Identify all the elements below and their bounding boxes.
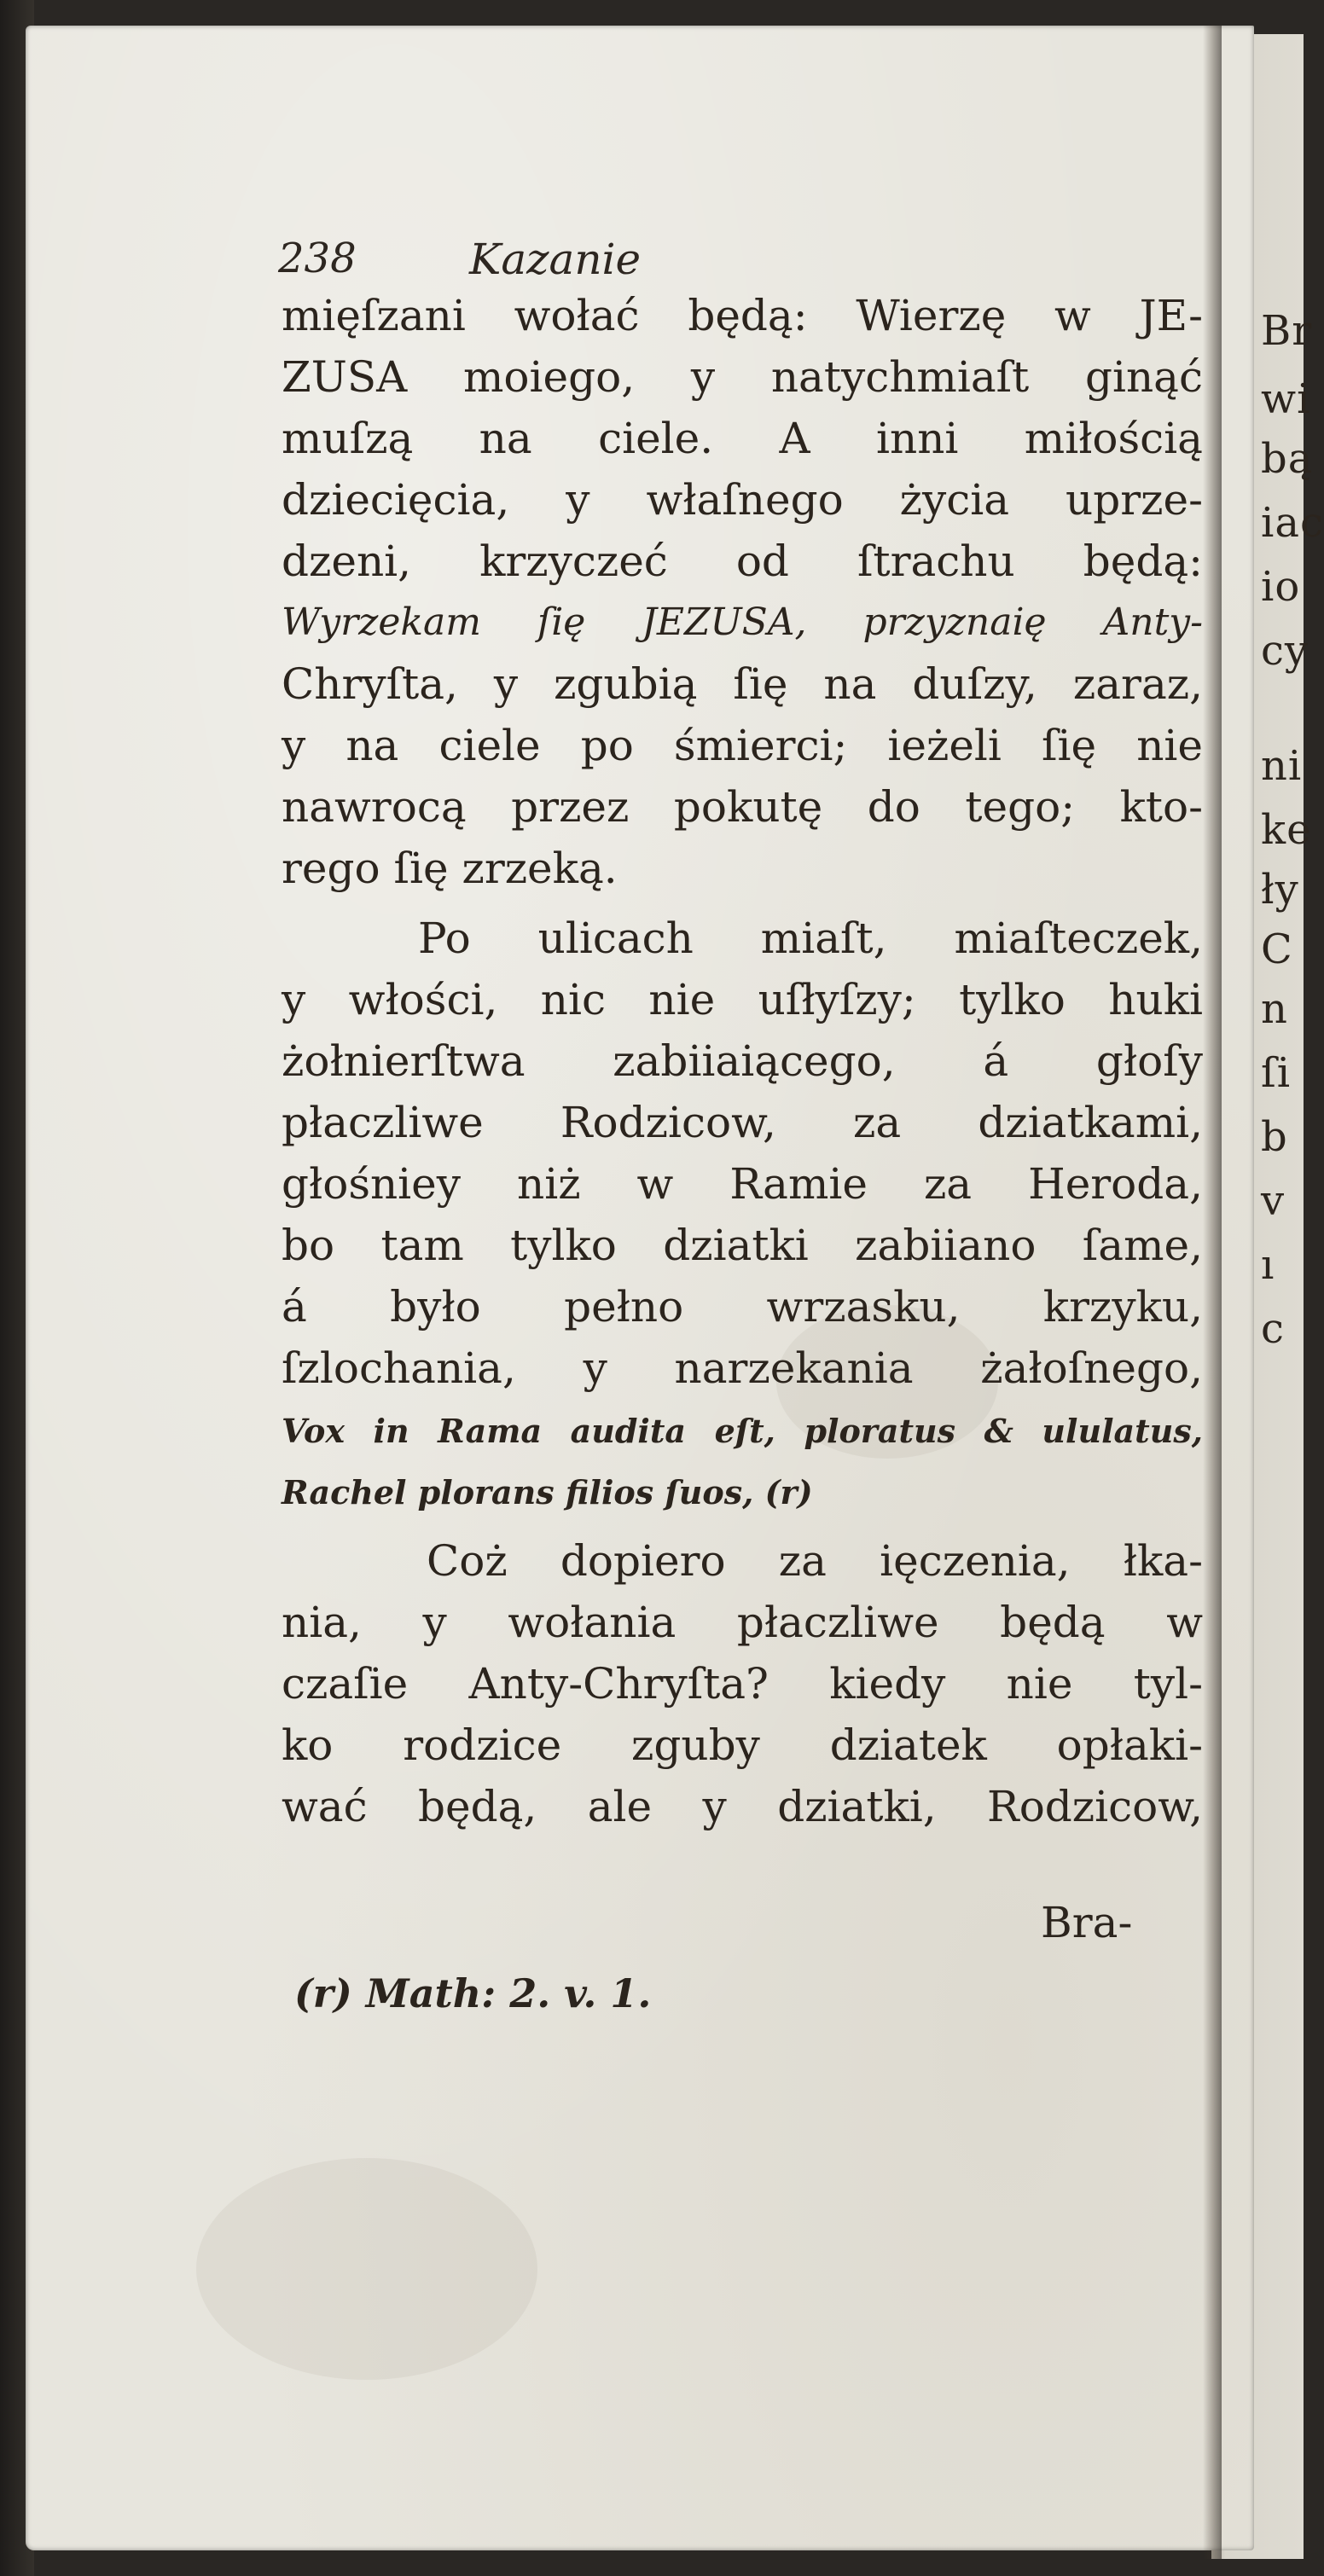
text-line: czaſie Anty-Chryſta? kiedy nie tyl-: [282, 1659, 1203, 1709]
facing-page-line: c: [1261, 1305, 1285, 1353]
text-line: Coż dopiero za ięczenia, łka-: [427, 1536, 1203, 1586]
text-line: y na ciele po śmierci; ieżeli ſię nie: [282, 721, 1203, 770]
running-title: Kazanie: [469, 235, 642, 284]
text-line: głośniey niż w Ramie za Heroda,: [282, 1159, 1203, 1209]
text-line: y włości, nic nie uſłyſzy; tylko huki: [282, 975, 1203, 1024]
facing-page-line: io: [1261, 563, 1301, 611]
text-line: nia, y wołania płaczliwe będą w: [282, 1598, 1203, 1647]
catchword: Bra-: [1041, 1898, 1133, 1947]
book-page: [26, 26, 1254, 2550]
page-number: 238: [278, 235, 357, 282]
text-line: wać będą, ale y dziatki, Rodzicow,: [282, 1782, 1203, 1831]
facing-page-line: ı: [1261, 1241, 1275, 1289]
facing-page-line: b: [1261, 1113, 1288, 1161]
text-line: muſzą na ciele. A inni miłością: [282, 414, 1203, 463]
page-header: [26, 235, 1254, 294]
text-line: płaczliwe Rodzicow, za dziatkami,: [282, 1098, 1203, 1147]
text-line: bo tam tylko dziatki zabiiano ſame,: [282, 1221, 1203, 1270]
text-line: dziecięcia, y właſnego życia uprze-: [282, 475, 1203, 525]
text-line: nawrocą przez pokutę do tego; kto-: [282, 782, 1203, 832]
text-line: ko rodzice zguby dziatek opłaki-: [282, 1720, 1203, 1770]
facing-page-line: n: [1261, 985, 1288, 1033]
text-line: ZUSA moiego, y natychmiaſt ginąć: [282, 352, 1203, 402]
text-line: Vox in Rama audita eſt, ploratus & ululatus,: [282, 1412, 1203, 1450]
facing-page-line: ke: [1261, 806, 1312, 854]
facing-page-line: C: [1261, 925, 1293, 973]
facing-page-line: ły: [1261, 866, 1299, 914]
text-line: á było pełno wrzasku, krzyku,: [282, 1282, 1203, 1332]
facing-page-line: v: [1261, 1177, 1286, 1225]
text-line: mięſzani wołać będą: Wierzę w JE-: [282, 291, 1203, 340]
text-line: Po ulicach miaſt, miaſteczek,: [418, 914, 1203, 963]
facing-page-line: bą: [1261, 435, 1314, 483]
facing-page-line: iac: [1261, 499, 1324, 547]
paper-stain: [196, 2158, 537, 2380]
facing-page-line: ni: [1261, 742, 1303, 790]
text-line: ſzlochania, y narzekania żałoſnego,: [282, 1343, 1203, 1393]
text-line: Rachel plorans filios ſuos, (r): [282, 1473, 813, 1511]
text-line: Wyrzekam ſię JEZUSA, przyznaię Anty-: [282, 600, 1203, 644]
footnote: (r) Math: 2. v. 1.: [294, 1970, 652, 2016]
text-line: żołnierſtwa zabiiaiącego, á głoſy: [282, 1036, 1203, 1086]
text-line: dzeni, krzyczeć od ſtrachu będą:: [282, 537, 1203, 586]
facing-page-line: Br: [1261, 307, 1313, 355]
facing-page-line: wi: [1261, 375, 1311, 423]
text-line: rego ſię zrzeką.: [282, 844, 618, 893]
text-line: Chryſta, y zgubią ſię na duſzy, zaraz,: [282, 659, 1203, 709]
facing-page-line: cy: [1261, 627, 1309, 675]
book-gutter: [1203, 26, 1222, 2559]
facing-page-line: ſi: [1261, 1049, 1292, 1097]
